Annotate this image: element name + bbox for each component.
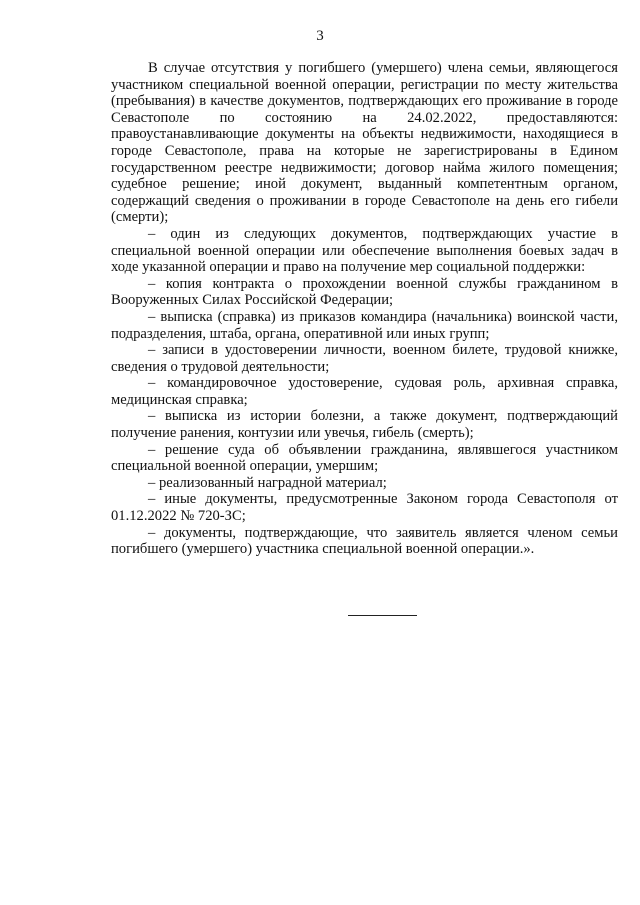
- list-item-other-documents: – иные документы, предусмотренные Законом города Севастополя от 01.12.2022 № 720-ЗС;: [111, 491, 618, 525]
- page-number: 3: [316, 28, 324, 44]
- list-item-court-decision: – решение суда об объявлении гражданина, являвшегося участником специальной военной операции, умершим;: [111, 441, 618, 475]
- list-item-contract-copy: – копия контракта о прохождении военной службы гражданином в Вооруженных Силах Российской Федерации;: [111, 275, 618, 309]
- list-item-id-records: – записи в удостоверении личности, военном билете, трудовой книжке, сведения о трудовой деятельности;: [111, 342, 618, 375]
- document-body: [111, 60, 618, 558]
- list-item-family-membership: – документы, подтверждающие, что заявитель является членом семьи погибшего (умершего) участника специальной военной операции.».: [111, 524, 618, 558]
- paragraph-residence-documents: В случае отсутствия у погибшего (умершего) члена семьи, являющегося участником специальной военной операции, регистрации по месту жительства (пребывания) в качестве документов, подтверждающих его проживание в городе Севастополе по состоянию на 24.02.2022, предоставляются: правоустанавливающие документы на объекты недвижимости, находящиеся в городе Севастополе, права на которые не зарегистрированы в Едином государственном реестре недвижимости; договор найма жилого помещения; судебное решение; иной документ, выданный компетентным органом, содержащий сведения о проживании в городе Севастополе на день его гибели (смерти);: [111, 60, 618, 226]
- list-item-award-material: – реализованный наградной материал;: [148, 474, 387, 491]
- paragraph-participation-documents: – один из следующих документов, подтверждающих участие в специальной военной операции или обеспечение выполнения боевых задач в ходе указанной операции и право на получение мер социальной поддержки:: [111, 225, 618, 276]
- end-of-text-rule: [348, 615, 417, 616]
- list-item-medical-history: – выписка из истории болезни, а также документ, подтверждающий получение ранения, контузии или увечья, гибель (смерть);: [111, 408, 618, 442]
- list-item-travel-certificate: – командировочное удостоверение, судовая роль, архивная справка, медицинская справка;: [111, 375, 618, 408]
- list-item-order-extract: – выписка (справка) из приказов командира (начальника) воинской части, подразделения, штаба, органа, оперативной или иных групп;: [111, 308, 618, 342]
